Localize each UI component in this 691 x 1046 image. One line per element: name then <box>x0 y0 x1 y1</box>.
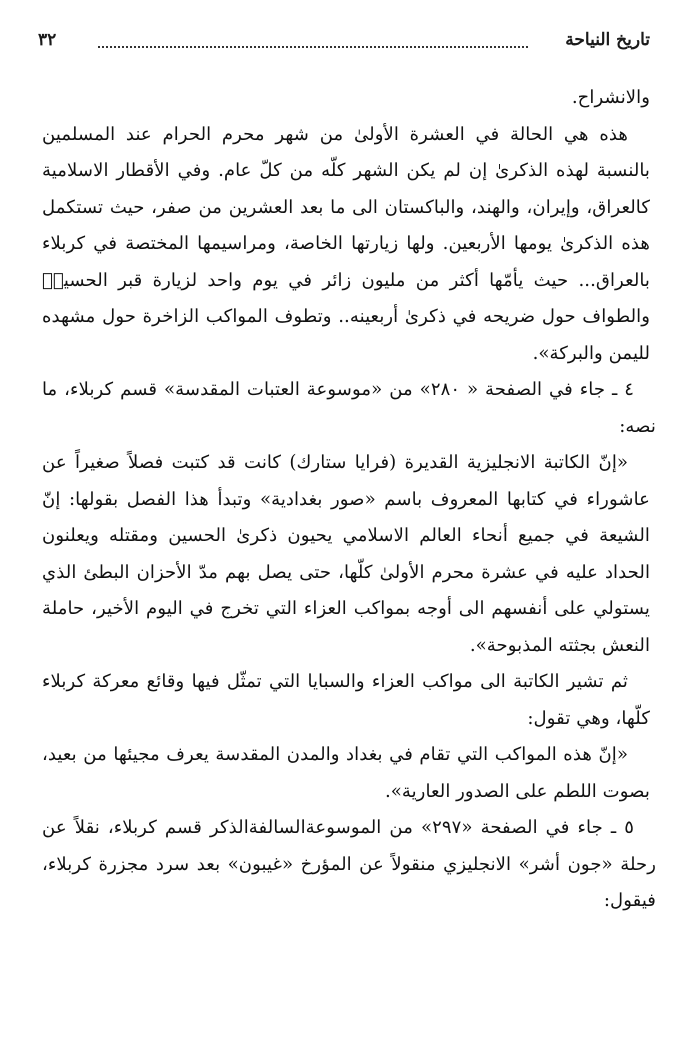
block-quote: «إنّ الكاتبة الانجليزية القديرة (فرايا ستارك) كانت قد كتبت فصلاً صغيراً عن عاشوراء في كتابها المعروف باسم «صور بغدادية» وتبدأ هذا الفصل بقولها: إنّ الشيعة في جميع أنحاء العالم الاسلامي يحيون ذكرىٰ الحسين ومقتله ويعلنون الحداد عليه في عشرة محرم الأولىٰ كلّها، حتى يصل بهم مدّ الأحزان البطئ الذي يستولي على أنفسهم الى أوجه بمواكب العزاء التي تخرج في اليوم الأخير، حاملة النعش بجثته المذبوحة». <box>42 452 650 656</box>
page-number: ٣٢ <box>38 30 57 50</box>
header-dotted-leader <box>98 46 528 48</box>
paragraph: ٤ ـ جاء في الصفحة « ٢٨٠» من «موسوعة العتبات المقدسة» قسم كربلاء، ما نصه: <box>42 379 656 437</box>
block-quote: «إنّ هذه المواكب التي تقام في بغداد والمدن المقدسة يعرف مجيئها من بعيد، بصوت اللطم على الصدور العارية». <box>42 744 650 802</box>
page-header <box>38 28 650 58</box>
running-title: تاريخ النياحة <box>565 30 650 50</box>
page-body <box>42 80 656 920</box>
paragraph: ثم تشير الكاتبة الى مواكب العزاء والسبايا التي تمثّل فيها وقائع معركة كربلاء كلّها، وهي تقول: <box>42 671 650 729</box>
paragraph: والانشراح. <box>571 87 650 108</box>
paragraph: ٥ ـ جاء في الصفحة «٢٩٧» من الموسوعةالسالفةالذكر قسم كربلاء، نقلاً عن رحلة «جون أشر» الانجليزي منقولاً عن المؤرخ «غيبون» بعد سرد مجزرة كربلاء، فيقول: <box>42 817 656 911</box>
paragraph: هذه هي الحالة في العشرة الأولىٰ من شهر محرم الحرام عند المسلمين بالنسبة لهذه الذكرىٰ إن لم يكن الشهر كلّه من كلّ عام. وفي الأقطار الاسلامية كالعراق، وإيران، والهند، والباكستان الى ما بعد العشرين من صفر، حيث تستكمل هذه الذكرىٰ يومها الأربعين. ولها زيارتها الخاصة، ومراسيمها المختصة في كربلاء بالعراق... حيث يأمّها أكثر من مليون زائر في يوم واحد لزيارة قبر الحسينؓ والطواف حول ضريحه في ذكرىٰ أربعينه.. وتطوف المواكب الزاخرة حول مشهده لليمن والبركة». <box>42 123 650 364</box>
